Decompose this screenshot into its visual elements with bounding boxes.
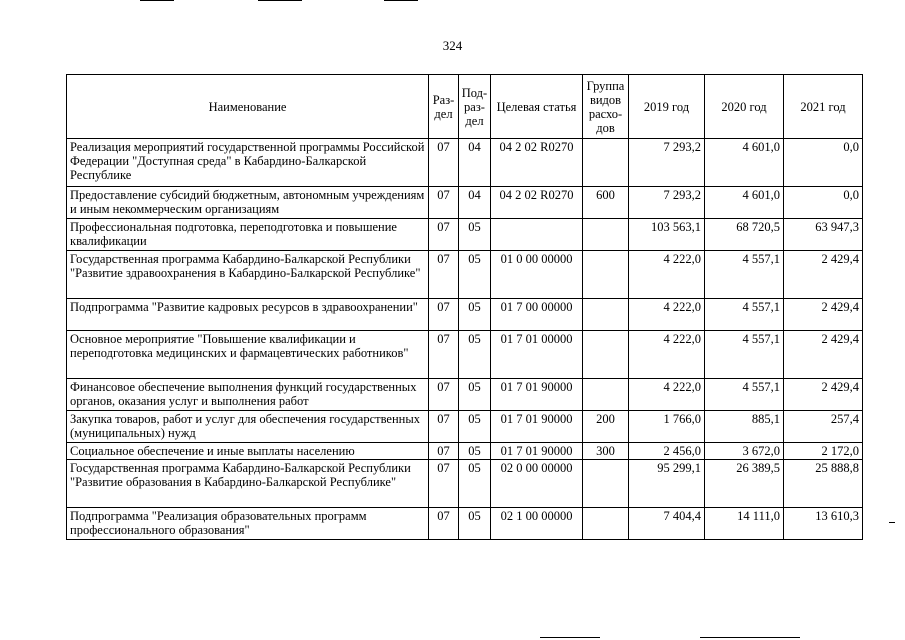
header-name: Наименование [67,75,429,139]
table-row [67,508,863,540]
row-subsection: 05 [459,331,491,379]
row-value-2020: 4 557,1 [705,331,784,379]
row-target-article: 04 2 02 R0270 [491,139,583,187]
row-subsection: 05 [459,219,491,251]
row-target-article [491,219,583,251]
budget-table [66,74,863,540]
row-section: 07 [429,139,459,187]
row-subsection: 05 [459,508,491,540]
table-row [67,411,863,443]
row-value-2020: 68 720,5 [705,219,784,251]
row-target-article: 01 7 01 90000 [491,379,583,411]
top-rule-3 [384,0,418,1]
top-rule-2 [258,0,302,1]
header-2021: 2021 год [784,75,863,139]
row-value-2021: 2 429,4 [784,251,863,299]
row-value-2019: 4 222,0 [629,299,705,331]
header-expense-group: Группа видов расхо-дов [583,75,629,139]
row-section: 07 [429,411,459,443]
row-name: Подпрограмма "Развитие кадровых ресурсов в здравоохранении" [67,299,429,331]
row-value-2021: 2 429,4 [784,379,863,411]
page-number: 324 [442,38,463,53]
row-value-2021: 257,4 [784,411,863,443]
row-section: 07 [429,187,459,219]
row-value-2019: 103 563,1 [629,219,705,251]
margin-mark [889,522,895,523]
row-section: 07 [429,219,459,251]
row-value-2020: 14 111,0 [705,508,784,540]
row-expense-group [583,379,629,411]
header-subsection: Под-раз-дел [459,75,491,139]
row-expense-group: 200 [583,411,629,443]
row-name: Финансовое обеспечение выполнения функций государственных органов, оказания услуг и выполнения работ [67,379,429,411]
row-value-2019: 1 766,0 [629,411,705,443]
row-value-2019: 4 222,0 [629,251,705,299]
row-section: 07 [429,379,459,411]
row-expense-group [583,251,629,299]
row-value-2021: 63 947,3 [784,219,863,251]
row-name: Профессиональная подготовка, переподготовка и повышение квалификации [67,219,429,251]
row-target-article: 01 7 01 90000 [491,443,583,460]
row-section: 07 [429,508,459,540]
top-rule-1 [140,0,174,1]
table-row [67,331,863,379]
row-value-2021: 2 429,4 [784,299,863,331]
row-value-2020: 4 557,1 [705,299,784,331]
table-row [67,460,863,508]
table-row [67,379,863,411]
row-name: Государственная программа Кабардино-Балкарской Республики "Развитие здравоохранения в Кабардино-Балкарской Республике" [67,251,429,299]
row-value-2021: 13 610,3 [784,508,863,540]
row-value-2020: 4 557,1 [705,251,784,299]
row-section: 07 [429,251,459,299]
row-value-2019: 7 293,2 [629,139,705,187]
row-target-article: 02 0 00 00000 [491,460,583,508]
table-header-row [67,75,863,139]
row-section: 07 [429,460,459,508]
header-target-article: Целевая статья [491,75,583,139]
table-row [67,139,863,187]
row-value-2020: 4 601,0 [705,187,784,219]
row-value-2020: 26 389,5 [705,460,784,508]
bottom-rule-2 [700,637,800,638]
row-expense-group [583,460,629,508]
row-target-article: 01 7 01 00000 [491,331,583,379]
row-target-article: 01 7 00 00000 [491,299,583,331]
row-expense-group [583,508,629,540]
row-value-2020: 4 601,0 [705,139,784,187]
row-value-2019: 7 293,2 [629,187,705,219]
row-name: Государственная программа Кабардино-Балкарской Республики "Развитие образования в Кабардино-Балкарской Республике" [67,460,429,508]
row-value-2019: 4 222,0 [629,331,705,379]
row-subsection: 05 [459,443,491,460]
row-subsection: 04 [459,187,491,219]
row-value-2021: 25 888,8 [784,460,863,508]
row-subsection: 05 [459,251,491,299]
row-section: 07 [429,299,459,331]
row-name: Основное мероприятие "Повышение квалификации и переподготовка медицинских и фармацевтических работников" [67,331,429,379]
row-target-article: 04 2 02 R0270 [491,187,583,219]
row-value-2019: 95 299,1 [629,460,705,508]
row-subsection: 05 [459,299,491,331]
table-row [67,219,863,251]
header-section: Раз-дел [429,75,459,139]
row-value-2020: 885,1 [705,411,784,443]
row-name: Предоставление субсидий бюджетным, автономным учреждениям и иным некоммерческим организациям [67,187,429,219]
row-value-2019: 7 404,4 [629,508,705,540]
row-name: Подпрограмма "Реализация образовательных программ профессионального образования" [67,508,429,540]
row-value-2019: 2 456,0 [629,443,705,460]
row-value-2020: 3 672,0 [705,443,784,460]
row-subsection: 04 [459,139,491,187]
row-target-article: 01 7 01 90000 [491,411,583,443]
row-section: 07 [429,331,459,379]
row-section: 07 [429,443,459,460]
row-name: Социальное обеспечение и иные выплаты населению [67,443,429,460]
row-expense-group [583,331,629,379]
row-expense-group [583,219,629,251]
row-target-article: 02 1 00 00000 [491,508,583,540]
table-row [67,251,863,299]
row-value-2021: 2 429,4 [784,331,863,379]
row-subsection: 05 [459,411,491,443]
table-row [67,443,863,460]
bottom-rule-1 [540,637,600,638]
row-value-2021: 2 172,0 [784,443,863,460]
row-value-2020: 4 557,1 [705,379,784,411]
row-expense-group: 600 [583,187,629,219]
row-value-2021: 0,0 [784,139,863,187]
row-expense-group: 300 [583,443,629,460]
row-expense-group [583,139,629,187]
row-target-article: 01 0 00 00000 [491,251,583,299]
row-subsection: 05 [459,460,491,508]
table-body [67,139,863,540]
row-expense-group [583,299,629,331]
row-name: Закупка товаров, работ и услуг для обеспечения государственных (муниципальных) нужд [67,411,429,443]
row-value-2019: 4 222,0 [629,379,705,411]
row-name: Реализация мероприятий государственной программы Российской Федерации "Доступная среда" в Кабардино-Балкарской Республике [67,139,429,187]
row-value-2021: 0,0 [784,187,863,219]
table-row [67,299,863,331]
header-2020: 2020 год [705,75,784,139]
header-2019: 2019 год [629,75,705,139]
table-row [67,187,863,219]
row-subsection: 05 [459,379,491,411]
